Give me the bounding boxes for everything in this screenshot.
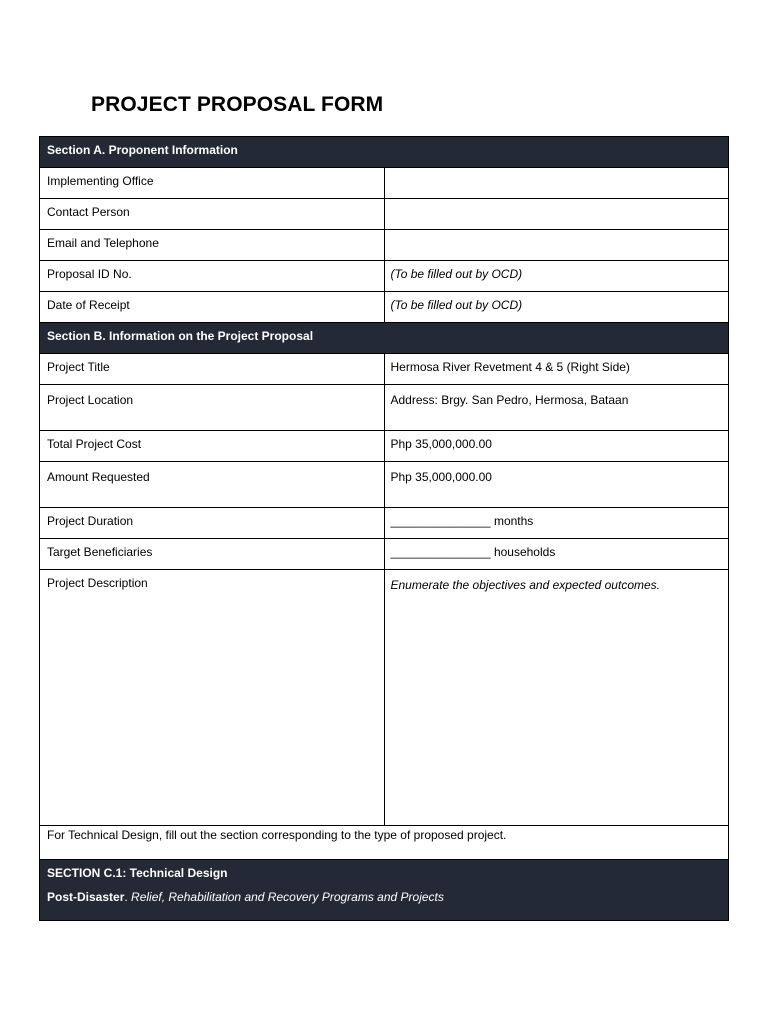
amount-requested-field[interactable]: Php 35,000,000.00 <box>384 462 729 508</box>
project-title-field[interactable]: Hermosa River Revetment 4 & 5 (Right Side) <box>384 354 729 385</box>
project-location-field[interactable]: Address: Brgy. San Pedro, Hermosa, Bataan <box>384 385 729 431</box>
form-row-project-duration <box>40 508 729 539</box>
form-row-email-telephone <box>40 230 729 261</box>
email-telephone-label: Email and Telephone <box>40 230 385 261</box>
proposal-id-field[interactable]: (To be filled out by OCD) <box>384 261 729 292</box>
project-description-field[interactable]: Enumerate the objectives and expected outcomes. <box>384 570 729 826</box>
form-row-project-title <box>40 354 729 385</box>
technical-design-note: For Technical Design, fill out the section corresponding to the type of proposed project. <box>40 826 729 860</box>
amount-requested-label: Amount Requested <box>40 462 385 508</box>
total-project-cost-field[interactable]: Php 35,000,000.00 <box>384 431 729 462</box>
form-row-project-location <box>40 385 729 431</box>
section-a-header: Section A. Proponent Information <box>40 137 729 168</box>
form-row-target-beneficiaries <box>40 539 729 570</box>
page-title: PROJECT PROPOSAL FORM <box>91 93 384 116</box>
project-title-label: Project Title <box>40 354 385 385</box>
project-duration-label: Project Duration <box>40 508 385 539</box>
project-duration-field[interactable]: _______________ months <box>384 508 729 539</box>
section-b-header-row <box>40 323 729 354</box>
project-location-label: Project Location <box>40 385 385 431</box>
form-row-project-description <box>40 570 729 826</box>
form-row-proposal-id <box>40 261 729 292</box>
implementing-office-label: Implementing Office <box>40 168 385 199</box>
section-b-header: Section B. Information on the Project Proposal <box>40 323 729 354</box>
implementing-office-field[interactable] <box>384 168 729 199</box>
total-project-cost-label: Total Project Cost <box>40 431 385 462</box>
section-c1-subtitle <box>47 890 728 904</box>
post-disaster-label: Post-Disaster <box>47 890 125 904</box>
proposal-form-table <box>39 136 729 921</box>
date-of-receipt-label: Date of Receipt <box>40 292 385 323</box>
section-c1-header-row <box>40 860 729 921</box>
section-c1-header <box>40 860 729 921</box>
contact-person-label: Contact Person <box>40 199 385 230</box>
proposal-id-label: Proposal ID No. <box>40 261 385 292</box>
project-description-label: Project Description <box>40 570 385 826</box>
target-beneficiaries-label: Target Beneficiaries <box>40 539 385 570</box>
form-row-amount-requested <box>40 462 729 508</box>
form-row-date-of-receipt <box>40 292 729 323</box>
target-beneficiaries-field[interactable]: _______________ households <box>384 539 729 570</box>
form-row-contact-person <box>40 199 729 230</box>
post-disaster-description: Relief, Rehabilitation and Recovery Programs and Projects <box>131 890 444 904</box>
email-telephone-field[interactable] <box>384 230 729 261</box>
contact-person-field[interactable] <box>384 199 729 230</box>
section-a-header-row <box>40 137 729 168</box>
section-c1-title: SECTION C.1: Technical Design <box>47 866 228 880</box>
form-row-total-project-cost <box>40 431 729 462</box>
technical-note-row <box>40 826 729 860</box>
date-of-receipt-field[interactable]: (To be filled out by OCD) <box>384 292 729 323</box>
subtitle-separator: . <box>124 890 132 904</box>
form-row-implementing-office <box>40 168 729 199</box>
